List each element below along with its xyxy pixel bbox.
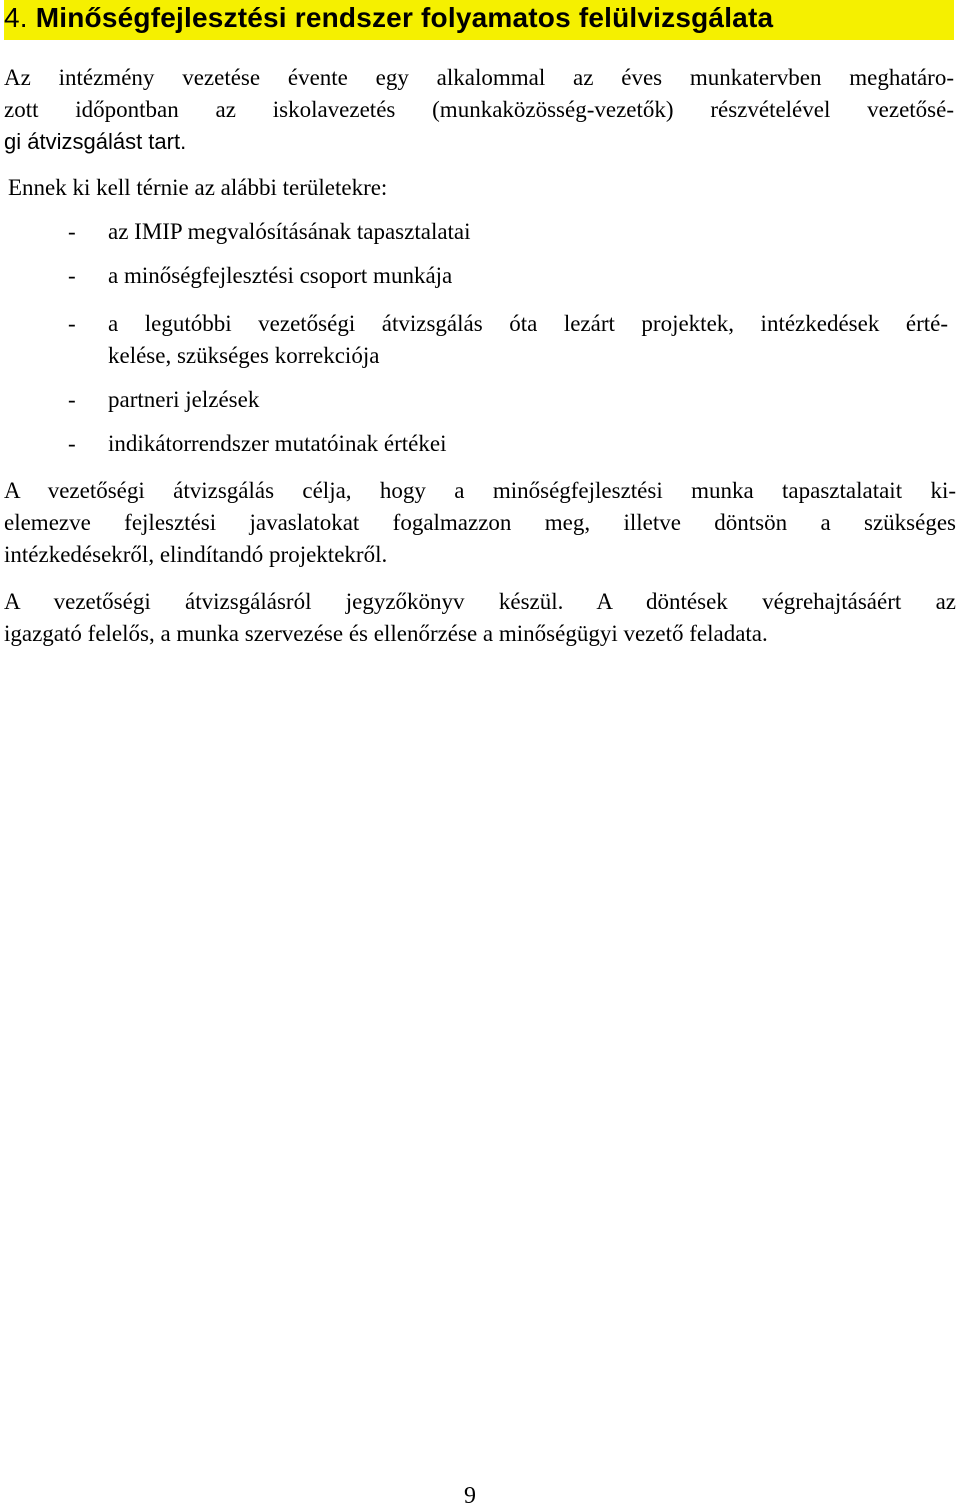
intro-paragraph: [4, 62, 954, 158]
list-item-text: indikátorrendszer mutatóinak értékei: [108, 431, 447, 456]
intro-line: zott időpontban az iskolavezetés (munkaközösség-vezetők) részvételével vezetősé-: [4, 97, 954, 122]
section-heading: [4, 0, 954, 40]
paragraph-line: A vezetőségi átvizsgálásról jegyzőkönyv készül. A döntések végrehajtásáért az: [4, 589, 956, 614]
bullet-dash: -: [68, 263, 76, 288]
section-title: Minőségfejlesztési rendszer folyamatos felülvizsgálata: [35, 2, 774, 33]
paragraph-line: igazgató felelős, a munka szervezése és ellenőrzése a minőségügyi vezető feladata.: [4, 621, 768, 646]
list-item-text: partneri jelzések: [108, 387, 260, 412]
list-item-text: az IMIP megvalósításának tapasztalatai: [108, 219, 471, 244]
bullet-dash: -: [68, 219, 76, 244]
paragraph-line: A vezetőségi átvizsgálás célja, hogy a minőségfejlesztési munka tapasztalatait ki-: [4, 478, 956, 503]
bullet-dash: -: [68, 311, 76, 336]
intro-line: gi átvizsgálást tart.: [4, 129, 187, 154]
list-item-text: a legutóbbi vezetőségi átvizsgálás óta lezárt projektek, intézkedések érté-: [108, 311, 948, 336]
page-number: 9: [464, 1483, 476, 1509]
minutes-paragraph: [4, 586, 956, 650]
list-item-text: a minőségfejlesztési csoport munkája: [108, 263, 453, 288]
list-lead-text: Ennek ki kell térnie az alábbi területekre:: [8, 175, 388, 200]
intro-line: Az intézmény vezetése évente egy alkalommal az éves munkatervben meghatáro-: [4, 65, 954, 90]
bullet-dash: -: [68, 387, 76, 412]
goal-paragraph: [4, 475, 956, 571]
paragraph-line: intézkedésekről, elindítandó projektekről.: [4, 542, 388, 567]
section-number: 4.: [4, 2, 28, 33]
bullet-dash: -: [68, 431, 76, 456]
list-item-text: kelése, szükséges korrekciója: [108, 343, 380, 368]
paragraph-line: elemezve fejlesztési javaslatokat fogalmazzon meg, illetve döntsön a szükséges: [4, 510, 956, 535]
